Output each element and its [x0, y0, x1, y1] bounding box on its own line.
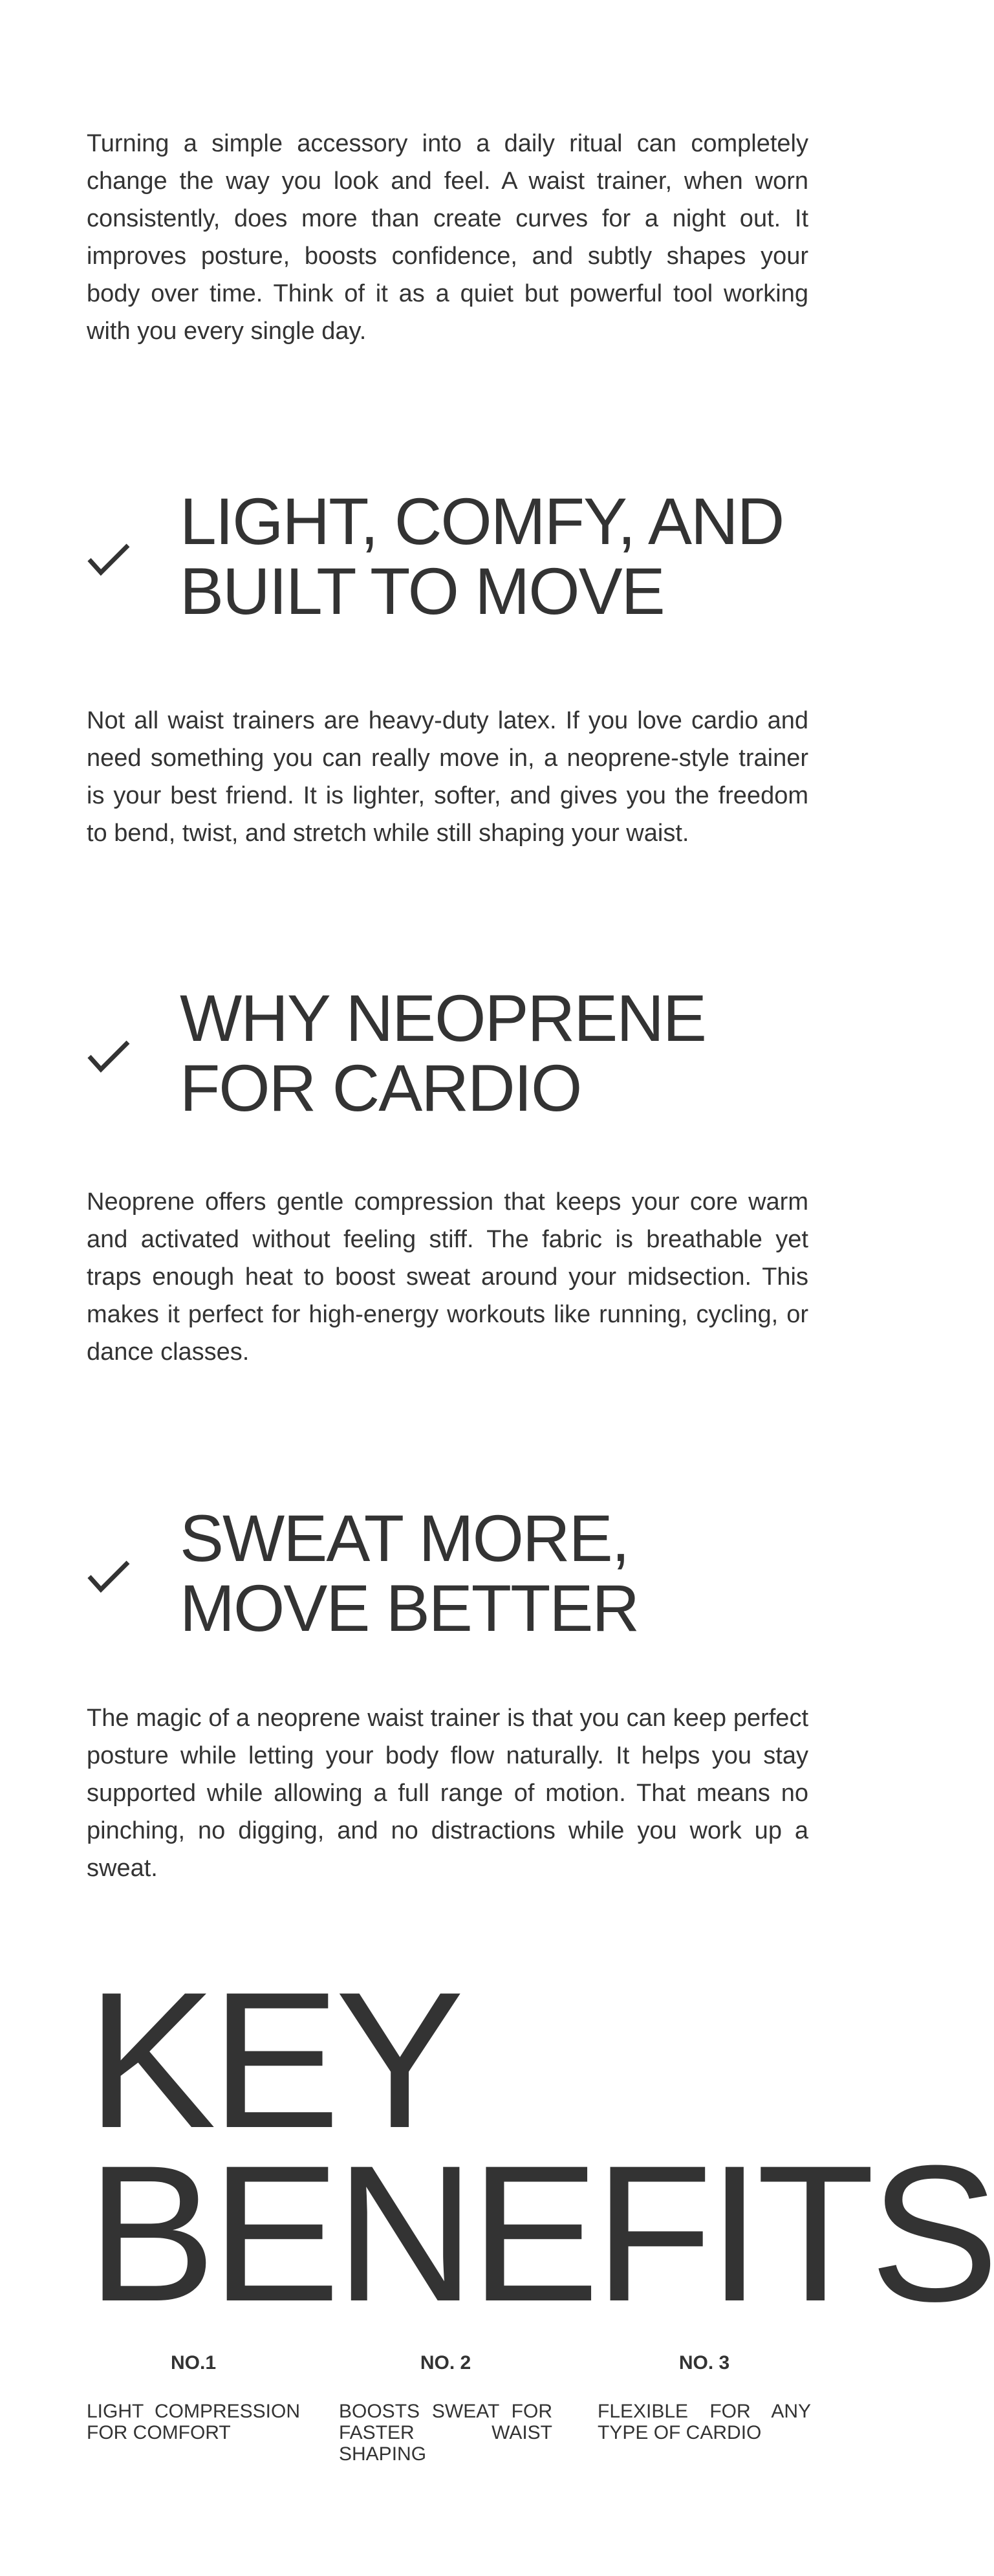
feature-title: LIGHT, COMFY, AND BUILT TO MOVE — [180, 485, 784, 628]
feature-paragraph: Not all waist trainers are heavy-duty latex. If you love cardio and need something you can really move in, a neoprene-style trainer is your best friend. It is lighter, softer, and gives you the freedom to bend, twist, and stretch while still shaping your waist. — [87, 707, 808, 847]
benefit-item-3 — [598, 2352, 811, 2443]
checkmark-icon — [87, 1037, 132, 1076]
benefit-number: NO.1 — [170, 2352, 217, 2374]
feature-title: WHY NEOPRENE FOR CARDIO — [180, 981, 706, 1125]
feature-heading-light-comfy — [87, 479, 811, 628]
intro-paragraph: Turning a simple accessory into a daily ritual can completely change the way you look and feel. A waist trainer, when worn consistently, does more than create curves for a night out. It improves posture, boosts confidence, and subtly shapes your body over time. Think of it as a quiet but powerful tool working with you every single day. — [87, 130, 808, 345]
feature-heading-sweat-more — [87, 1496, 811, 1644]
feature-paragraph: Neoprene offers gentle compression that keeps your core warm and activated without feeling stiff. The fabric is breathable yet traps enough heat to boost sweat around your midsection. This makes it perfect for high-energy workouts like running, cycling, or dance classes. — [87, 1188, 808, 1366]
checkmark-icon — [87, 1557, 132, 1596]
benefit-item-1 — [87, 2352, 300, 2443]
benefit-number: NO. 3 — [678, 2352, 730, 2374]
benefit-number: NO. 2 — [420, 2352, 471, 2374]
checkmark-icon — [87, 540, 132, 579]
feature-heading-why-neoprene — [87, 976, 811, 1124]
key-benefits-title: KEY BENEFITS — [87, 1951, 994, 2342]
benefit-text: LIGHT COMPRESSION FOR COMFORT — [87, 2401, 300, 2443]
benefit-text: BOOSTS SWEAT FOR FASTER WAIST SHAPING — [339, 2401, 552, 2465]
benefit-text: FLEXIBLE FOR ANY TYPE OF CARDIO — [598, 2401, 811, 2443]
feature-paragraph: The magic of a neoprene waist trainer is that you can keep perfect posture while letting your body flow naturally. It helps you stay supported while allowing a full range of motion. That means no pinching, no digging, and no distractions while you work up a sweat. — [87, 1705, 808, 1882]
feature-title: SWEAT MORE, MOVE BETTER — [180, 1501, 639, 1645]
benefit-item-2 — [339, 2352, 552, 2465]
